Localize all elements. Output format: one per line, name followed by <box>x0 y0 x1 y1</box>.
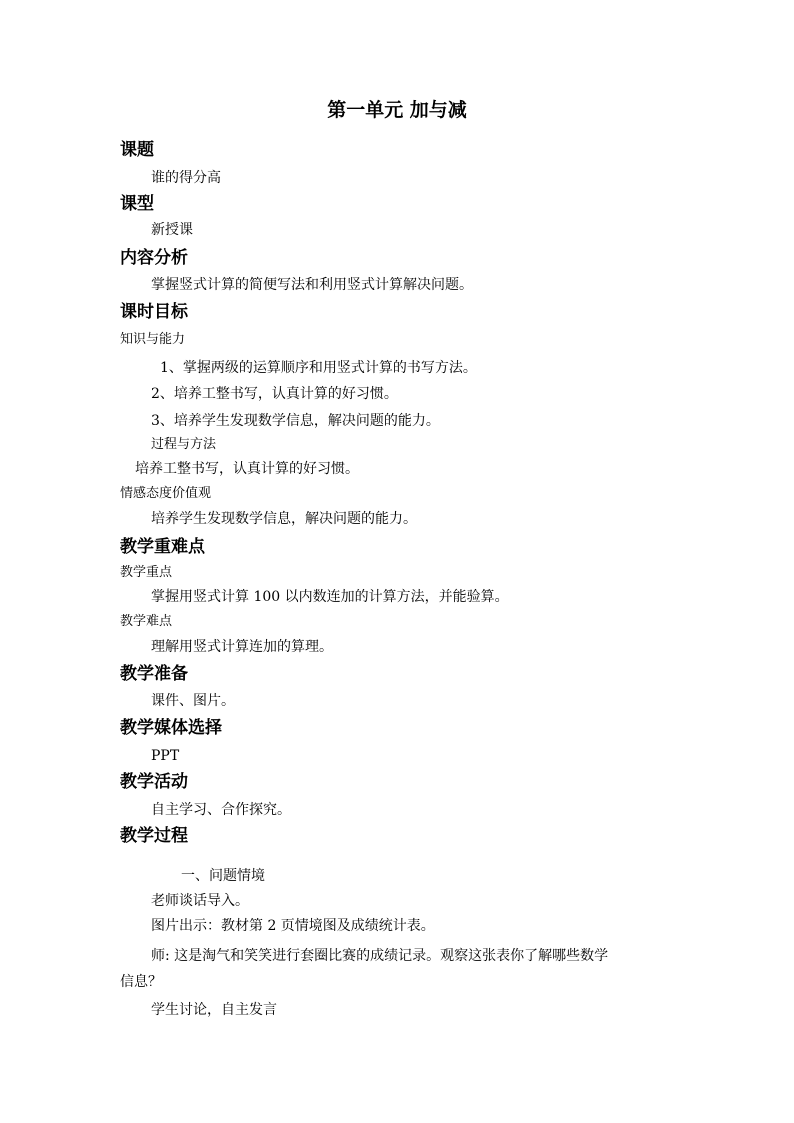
prep-text: 课件、图片。 <box>151 693 235 709</box>
difficulty-text: 理解用竖式计算连加的算理。 <box>151 639 333 655</box>
analysis-text: 掌握竖式计算的简便写法和利用竖式计算解决问题。 <box>151 277 473 293</box>
process-line-2: 图片出示：教材第 2 页情境图及成绩统计表。 <box>151 918 435 934</box>
heading-objectives: 课时目标 <box>120 302 188 322</box>
objective-item-1: 1、掌握两级的运算顺序和用竖式计算的书写方法。 <box>160 360 477 376</box>
difficulty-label: 教学难点 <box>120 614 173 629</box>
process-line-1: 老师谈话导入。 <box>151 893 249 909</box>
emotion-label: 情感态度价值观 <box>120 486 212 501</box>
emotion-text: 培养学生发现数学信息，解决问题的能力。 <box>151 511 417 527</box>
heading-analysis: 内容分析 <box>120 248 188 268</box>
heading-type: 课型 <box>120 194 154 214</box>
topic-text: 谁的得分高 <box>151 170 221 186</box>
process-line-5: 学生讨论，自主发言 <box>151 1002 277 1018</box>
process-subheading: 一、问题情境 <box>181 868 265 884</box>
key-label: 教学重点 <box>120 565 173 580</box>
objective-item-2: 2、培养工整书写，认真计算的好习惯。 <box>151 386 398 402</box>
heading-activity: 教学活动 <box>120 772 188 792</box>
process-line-4: 信息？ <box>120 974 162 990</box>
type-text: 新授课 <box>151 222 193 238</box>
heading-keypoints: 教学重难点 <box>120 537 205 557</box>
key-text: 掌握用竖式计算 100 以内数连加的计算方法，并能验算。 <box>151 589 509 605</box>
process-method-text: 培养工整书写，认真计算的好习惯。 <box>135 461 359 477</box>
media-text: PPT <box>151 748 180 764</box>
heading-media: 教学媒体选择 <box>120 718 222 738</box>
heading-prep: 教学准备 <box>120 664 188 684</box>
activity-text: 自主学习、合作探究。 <box>151 802 291 818</box>
page-title: 第一单元 加与减 <box>327 99 467 121</box>
objective-item-3: 3、培养学生发现数学信息，解决问题的能力。 <box>151 413 440 429</box>
heading-topic: 课题 <box>120 140 154 160</box>
process-line-3: 师: 这是淘气和笑笑进行套圈比赛的成绩记录。观察这张表你了解哪些数学 <box>151 948 609 964</box>
process-label: 过程与方法 <box>151 437 217 452</box>
knowledge-label: 知识与能力 <box>120 332 186 347</box>
heading-process: 教学过程 <box>120 826 188 846</box>
